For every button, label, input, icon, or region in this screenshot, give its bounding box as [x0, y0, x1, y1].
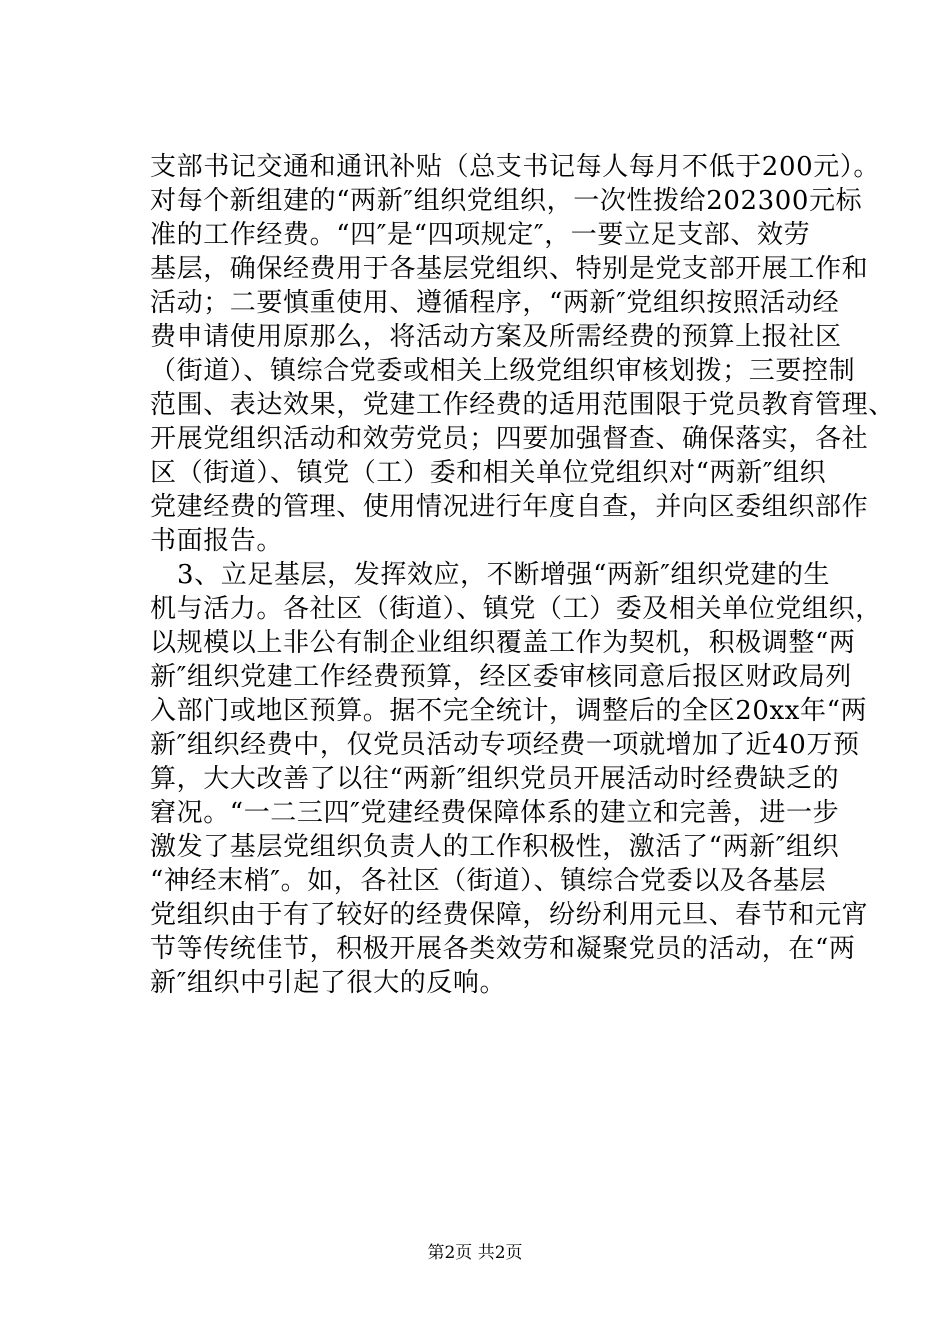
text-line: 机与活力。各社区（街道）、镇党（工）委及相关单位党组织，: [150, 594, 882, 624]
text-line: 激发了基层党组织负责人的工作积极性，激活了“两新″组织: [150, 832, 840, 862]
text-line: 范围、表达效果，党建工作经费的适用范围限于党员教育管理、: [150, 390, 895, 420]
text-line: 以规模以上非公有制企业组织覆盖工作为契机，积极调整“两: [150, 628, 856, 658]
document-body: [150, 150, 895, 1000]
text-line: 党建经费的管理、使用情况进行年度自查，并向区委组织部作: [150, 492, 869, 522]
text-line: 开展党组织活动和效劳党员；四要加强督查、确保落实，各社: [150, 424, 869, 454]
text-line: 算，大大改善了以往“两新″组织党员开展活动时经费缺乏的: [150, 764, 840, 794]
text-line: 新″组织党建工作经费预算，经区委审核同意后报区财政局列: [150, 662, 852, 692]
text-line: 节等传统佳节，积极开展各类效劳和凝聚党员的活动，在“两: [150, 934, 856, 964]
text-line: （街道）、镇综合党委或相关上级党组织审核划拨；三要控制: [150, 356, 856, 386]
page-number-footer: 第2页 共2页: [427, 1243, 523, 1263]
text-line: 窘况。“一二三四″党建经费保障体系的建立和完善，进一步: [150, 798, 840, 828]
text-line: 准的工作经费。“四″是“四项规定″，一要立足支部、效劳: [150, 220, 811, 250]
text-line: 基层，确保经费用于各基层党组织、特别是党支部开展工作和: [150, 254, 869, 284]
text-line: 入部门或地区预算。据不完全统计，调整后的全区20xx年“两: [150, 696, 868, 726]
text-line: 支部书记交通和通讯补贴（总支书记每人每月不低于200元）。: [150, 152, 881, 182]
text-line: 书面报告。: [150, 526, 284, 556]
text-line: 区（街道）、镇党（工）委和相关单位党组织对“两新″组织: [150, 458, 827, 488]
text-line: “神经末梢″。如，各社区（街道）、镇综合党委以及各基层: [150, 866, 827, 896]
text-line: 新″组织经费中，仅党员活动专项经费一项就增加了近40万预: [150, 730, 860, 760]
text-line: 党组织由于有了较好的经费保障，纷纷利用元旦、春节和元宵: [150, 900, 869, 930]
text-line: 3、立足基层，发挥效应，不断增强“两新″组织党建的生: [177, 560, 831, 590]
text-line: 对每个新组建的“两新″组织党组织，一次性拨给202300元标: [150, 186, 863, 216]
text-line: 活动；二要慎重使用、遵循程序，“两新″党组织按照活动经: [150, 288, 840, 318]
text-line: 新″组织中引起了很大的反响。: [150, 968, 507, 998]
text-line: 费申请使用原那么，将活动方案及所需经费的预算上报社区: [150, 322, 842, 352]
